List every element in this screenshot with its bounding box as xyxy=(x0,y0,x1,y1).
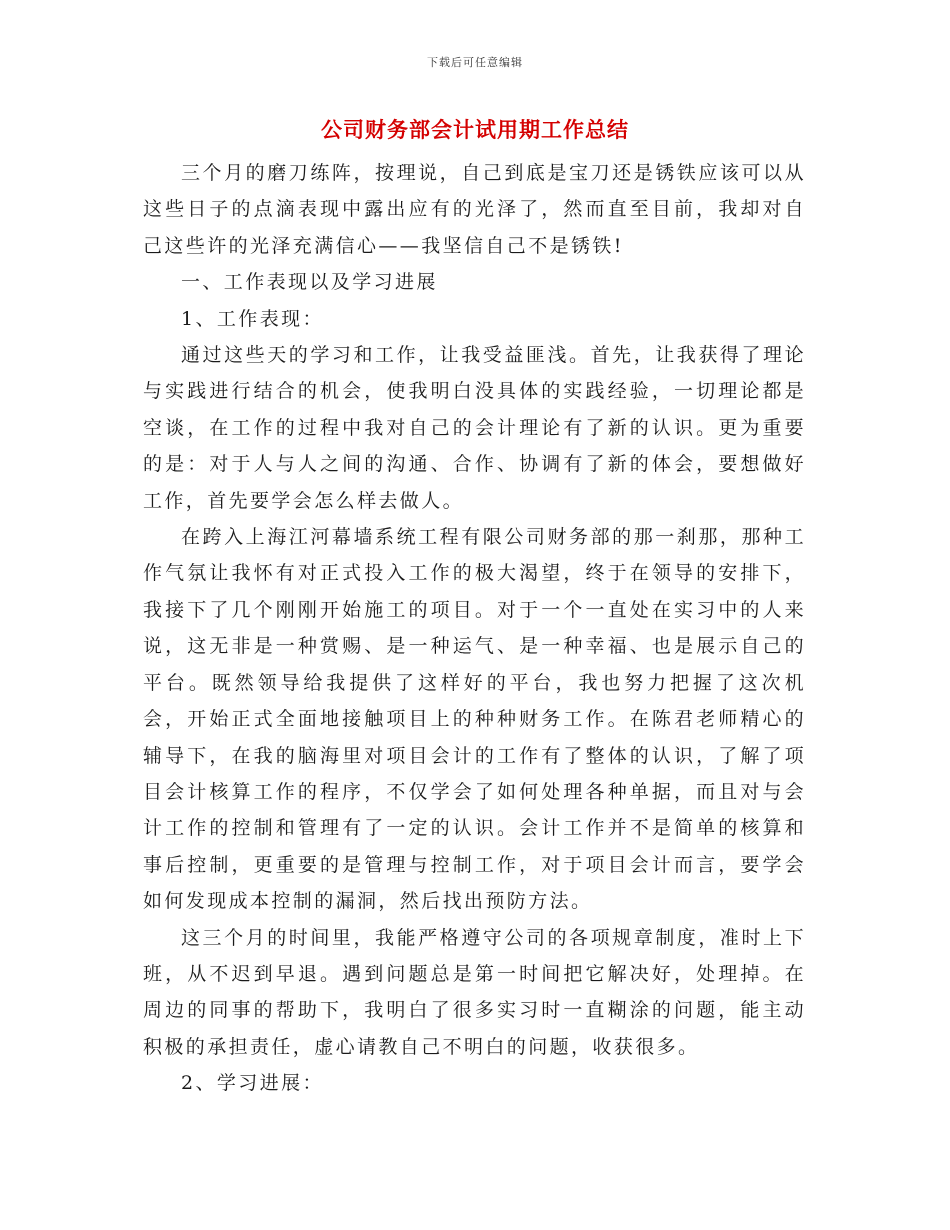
paragraph-discipline: 这三个月的时间里，我能严格遵守公司的各项规章制度，准时上下班，从不迟到早退。遇到问题总是第一时间把它解决好，处理掉。在周边的同事的帮助下，我明白了很多实习时一直糊涂的问题，能主动积极的承担责任，虚心请教自己不明白的问题，收获很多。 xyxy=(143,926,806,1058)
paragraph-learning-benefits: 通过这些天的学习和工作，让我受益匪浅。首先，让我获得了理论与实践进行结合的机会，使我明白没具体的实践经验，一切理论都是空谈，在工作的过程中我对自己的会计理论有了新的认识。更为重要的是：对于人与人之间的沟通、合作、协调有了新的体会，要想做好工作，首先要学会怎么样去做人。 xyxy=(143,344,806,512)
paragraph-intro: 三个月的磨刀练阵，按理说，自己到底是宝刀还是锈铁应该可以从这些日子的点滴表现中露出应有的光泽了，然而直至目前，我却对自己这些许的光泽充满信心——我坚信自己不是锈铁! xyxy=(143,162,806,257)
section-heading-1: 一、工作表现以及学习进展 xyxy=(181,271,438,294)
subsection-heading-learning-progress: 2、学习进展： xyxy=(181,1072,324,1095)
document-title: 公司财务部会计试用期工作总结 xyxy=(321,117,629,142)
page-header-note: 下载后可任意编辑 xyxy=(427,56,523,69)
paragraph-joining-company: 在跨入上海江河幕墙系统工程有限公司财务部的那一刹那，那种工作气氛让我怀有对正式投入工作的极大渴望，终于在领导的安排下，我接下了几个刚刚开始施工的项目。对于一个一直处在实习中的人来说，这无非是一种赏赐、是一种运气、是一种幸福、也是展示自己的平台。既然领导给我提供了这样好的平台，我也努力把握了这次机会，开始正式全面地接触项目上的种种财务工作。在陈君老师精心的辅导下，在我的脑海里对项目会计的工作有了整体的认识，了解了项目会计核算工作的程序，不仅学会了如何处理各种单据，而且对与会计工作的控制和管理有了一定的认识。会计工作并不是简单的核算和事后控制，更重要的是管理与控制工作，对于项目会计而言，要学会如何发现成本控制的漏洞，然后找出预防方法。 xyxy=(143,526,806,913)
subsection-heading-work-performance: 1、工作表现： xyxy=(181,307,324,330)
document-body xyxy=(143,155,806,1102)
